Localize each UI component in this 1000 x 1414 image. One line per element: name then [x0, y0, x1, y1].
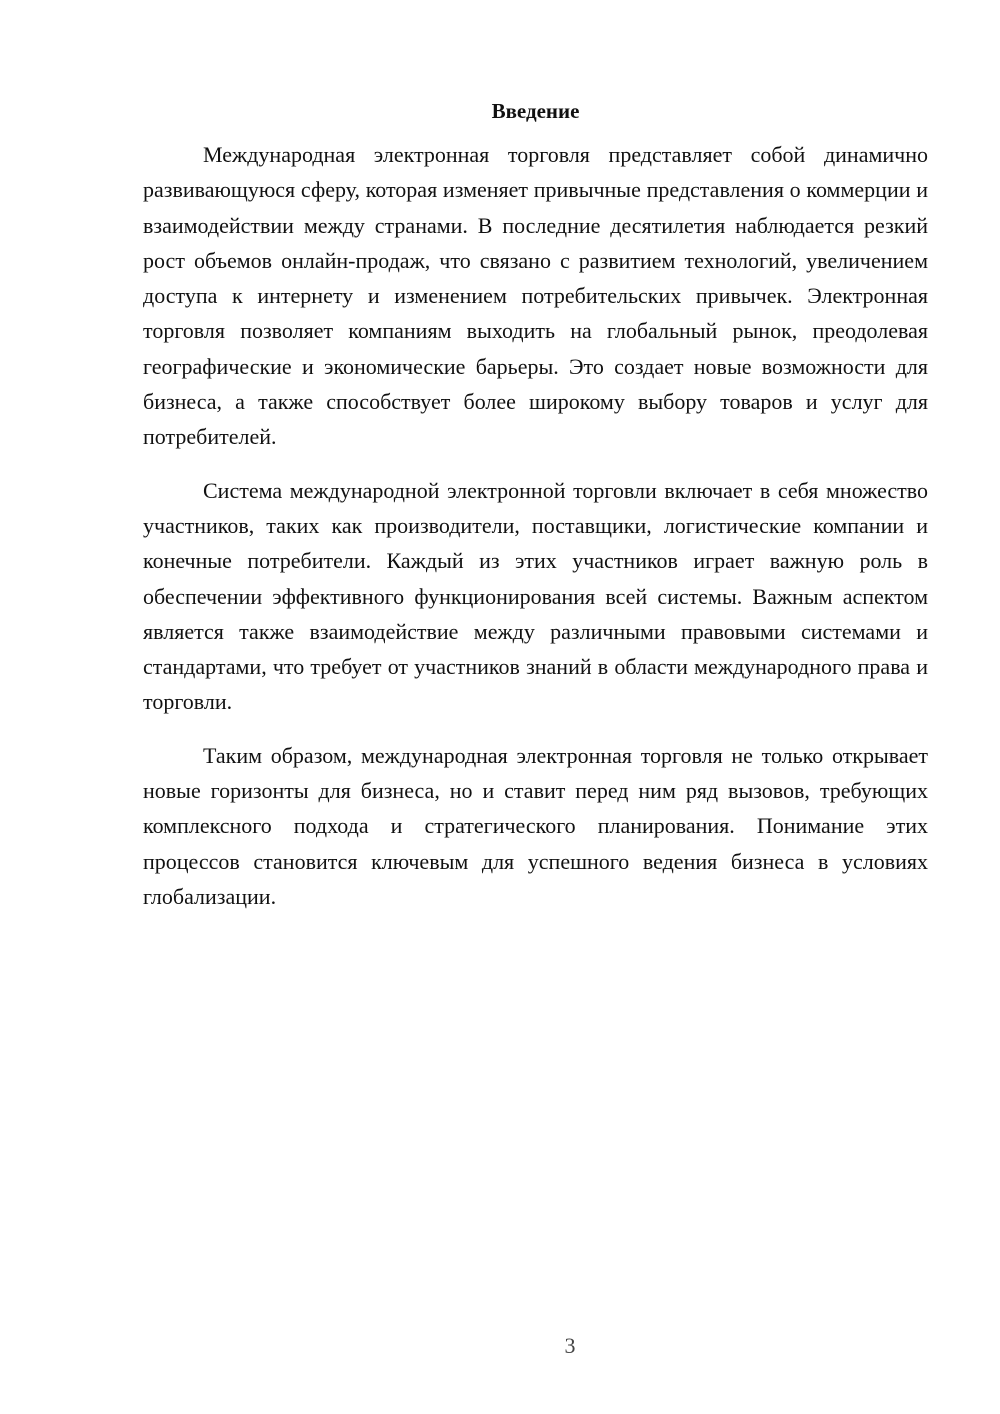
- paragraph-1: Международная электронная торговля представляет собой динамично развивающуюся сферу, которая изменяет привычные представления о коммерции и взаимодействии между странами. В последние десятилетия наблюдается резкий рост объемов онлайн-продаж, что связано с развитием технологий, увеличением доступа к интернету и изменением потребительских привычек. Электронная торговля позволяет компаниям выходить на глобальный рынок, преодолевая географические и экономические барьеры. Это создает новые возможности для бизнеса, а также способствует более широкому выбору товаров и услуг для потребителей.: [143, 142, 928, 450]
- page-content: [143, 96, 928, 932]
- paragraph-2: Система международной электронной торговли включает в себя множество участников, таких как производители, поставщики, логистические компании и конечные потребители. Каждый из этих участников играет важную роль в обеспечении эффективного функционирования всей системы. Важным аспектом является также взаимодействие между различными правовыми системами и стандартами, что требует от участников знаний в области международного права и торговли.: [143, 477, 928, 715]
- section-heading: Введение: [491, 99, 580, 123]
- paragraph-3: Таким образом, международная электронная торговля не только открывает новые горизонты для бизнеса, но и ставит перед ним ряд вызовов, требующих комплексного подхода и стратегического планирования. Понимание этих процессов становится ключевым для успешного ведения бизнеса в условиях глобализации.: [143, 742, 928, 909]
- page-number: 3: [564, 1333, 576, 1358]
